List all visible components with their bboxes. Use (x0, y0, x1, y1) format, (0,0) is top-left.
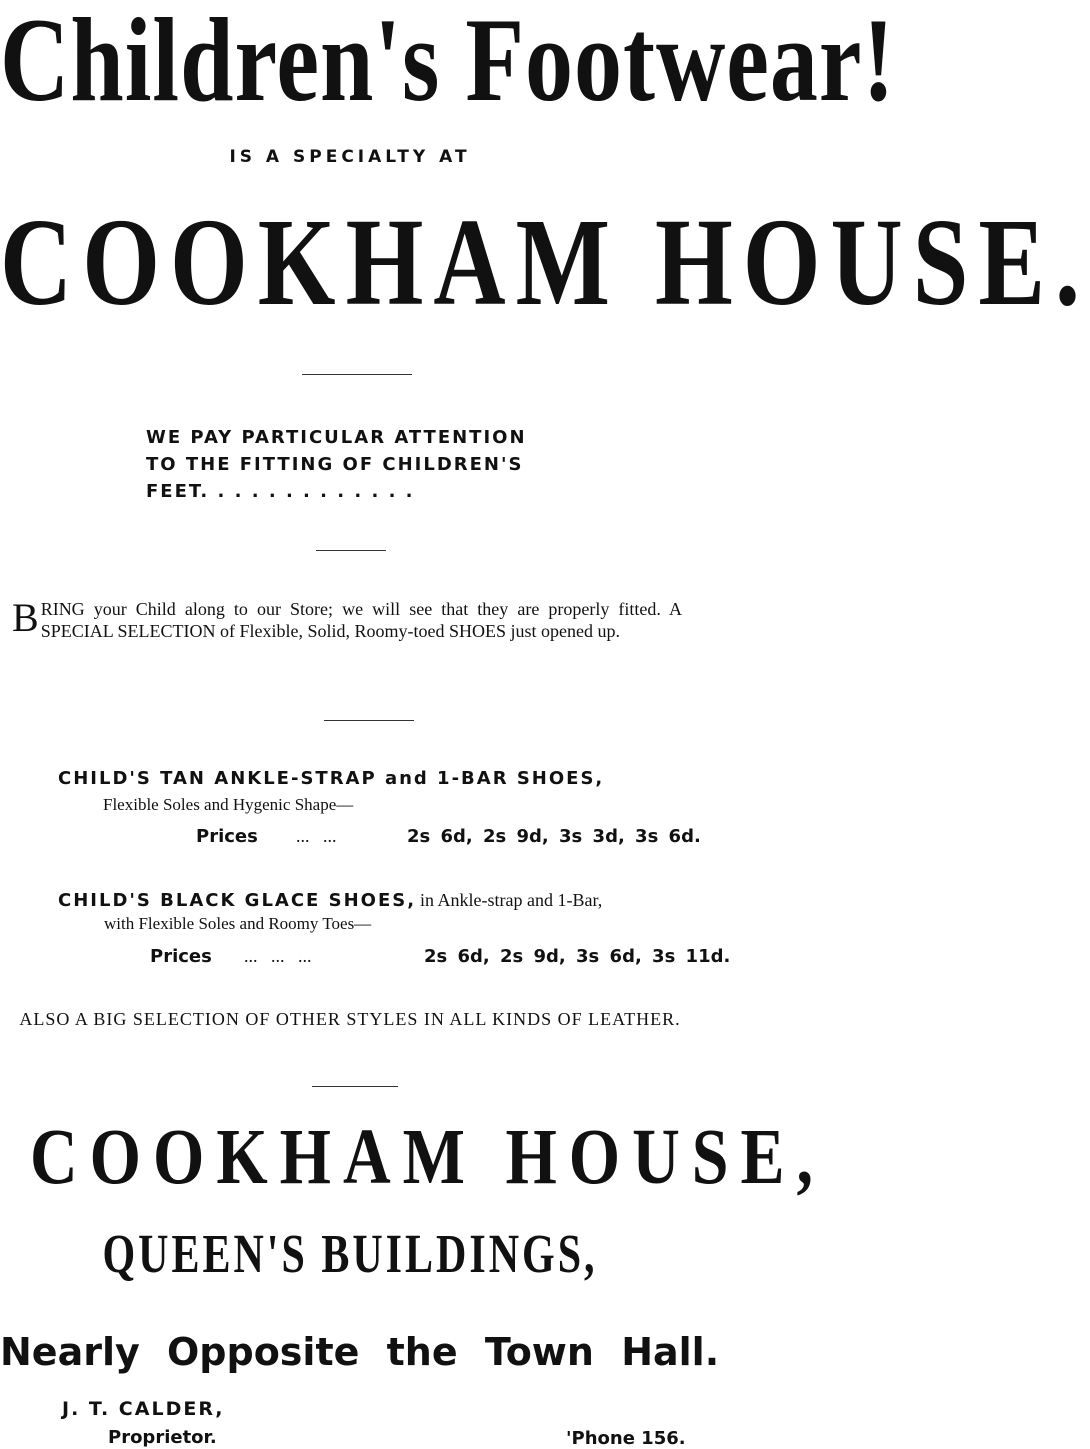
item-1-subheading: Flexible Soles and Hygenic Shape— (103, 795, 354, 814)
item-2-prices: 2s 6d, 2s 9d, 3s 6d, 3s 11d. (424, 946, 731, 967)
store-name-bottom: COOKHAM HOUSE, (30, 1113, 826, 1201)
item-1-prices: 2s 6d, 2s 9d, 3s 3d, 3s 6d. (407, 826, 701, 847)
divider-1 (302, 374, 412, 375)
item-1-heading: CHILD'S TAN ANKLE-STRAP and 1-BAR SHOES, (58, 768, 605, 789)
divider-4 (312, 1086, 398, 1087)
item-2-heading: CHILD'S BLACK GLACE SHOES, (58, 890, 417, 911)
drop-cap: B (12, 595, 39, 640)
buildings-line: QUEEN'S BUILDINGS, (102, 1225, 598, 1286)
attention-line-2: TO THE FITTING OF CHILDREN'S (146, 454, 524, 475)
specialty-line: IS A SPECIALTY AT (229, 147, 471, 167)
item-2-heading-tail: in Ankle-strap and 1-Bar, (420, 890, 603, 910)
item-2-heading-line (58, 890, 602, 911)
item-1-price-label: Prices (196, 826, 258, 847)
proprietor-title: Proprietor. (108, 1427, 217, 1448)
item-2-dots: ... ... ... (244, 946, 312, 966)
bring-paragraph (12, 595, 682, 642)
headline: Children's Footwear! (0, 0, 896, 127)
item-2-price-label: Prices (150, 946, 212, 967)
also-notice: ALSO A BIG SELECTION OF OTHER STYLES IN ALL KINDS OF LEATHER. (19, 1009, 681, 1029)
attention-line-3: FEET. . . . . . . . . . . . . (146, 481, 415, 502)
phone-number: 'Phone 156. (566, 1428, 686, 1449)
item-1-dots: ... ... (296, 826, 337, 846)
divider-3 (324, 720, 414, 721)
attention-block (146, 424, 527, 505)
store-name-top: COOKHAM HOUSE. (0, 192, 1090, 332)
proprietor-name: J. T. CALDER, (62, 1398, 225, 1420)
attention-line-1: WE PAY PARTICULAR ATTENTION (146, 427, 527, 448)
bring-text: RING your Child along to our Store; we will see that they are properly fitted. A SPECIAL SELECTION of Flexible, Solid, Roomy-toed SHOES just opened up. (40, 599, 682, 641)
divider-2 (316, 550, 386, 551)
location-line: Nearly Opposite the Town Hall. (0, 1330, 720, 1374)
item-2-subheading: with Flexible Soles and Roomy Toes— (104, 914, 372, 933)
